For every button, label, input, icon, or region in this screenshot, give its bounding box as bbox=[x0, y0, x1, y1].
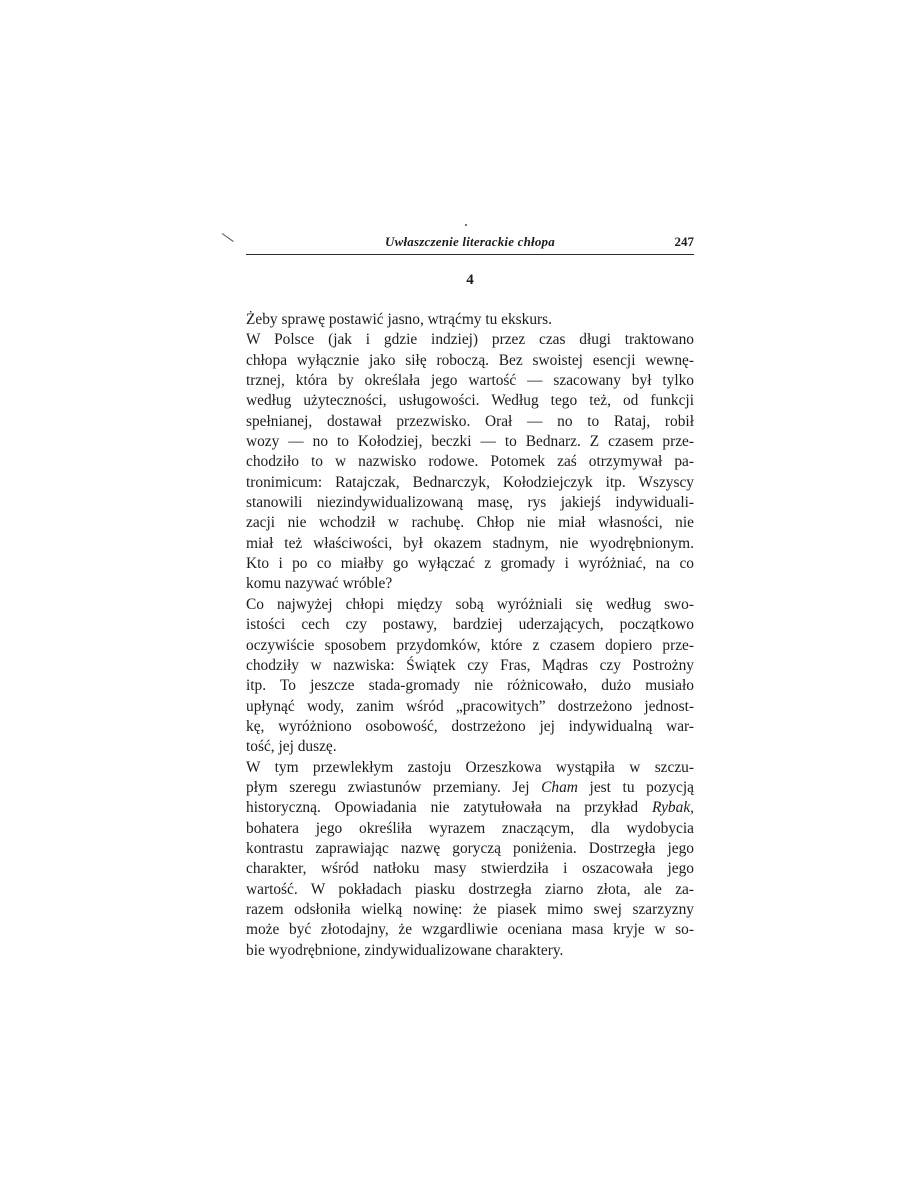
text-line: chodziły w nazwiska: Świątek czy Fras, Mądras czy Postrożny bbox=[246, 656, 694, 674]
text-line: kę, wyróżniono osobowość, dostrzeżono jej indywidualną war- bbox=[246, 717, 694, 735]
page-number: 247 bbox=[674, 234, 694, 249]
text-line: upłynąć wody, zanim wśród „pracowitych” dostrzeżono jednost- bbox=[246, 697, 694, 715]
text-line: Żeby sprawę postawić jasno, wtrąćmy tu ekskurs. bbox=[246, 311, 553, 328]
text-line: może być złotodajny, że wzgardliwie oceniana masa kryje w so- bbox=[246, 921, 694, 939]
text-line: według użyteczności, usługowości. Według tego też, od funkcji bbox=[246, 392, 694, 410]
text-line: kontrastu zaprawiając nazwę goryczą poniżenia. Dostrzegła jego bbox=[246, 839, 694, 857]
text-line: komu nazywać wróble? bbox=[246, 575, 393, 593]
text-line: itp. To jeszcze stada-gromady nie różnicowało, dużo musiało bbox=[246, 677, 694, 695]
text-line: chłopa wyłącznie jako siłę roboczą. Bez swoistej esencji wewnę- bbox=[246, 351, 694, 369]
text-line: razem odsłoniła wielką nowinę: że piasek mimo swej szarzyzny bbox=[246, 900, 694, 918]
text-line: płym szeregu zwiastunów przemiany. Jej Cham jest tu pozycją bbox=[246, 778, 694, 796]
text-line: Kto i po co miałby go wyłączać z gromady i wyróżniać, na co bbox=[246, 555, 694, 573]
text-line: wozy — no to Kołodziej, beczki — to Bednarz. Z czasem prze- bbox=[246, 433, 694, 451]
header-rule bbox=[246, 254, 694, 255]
running-header-title: Uwłaszczenie literackie chłopa bbox=[385, 234, 555, 249]
text-line: wartość. W pokładach piasku dostrzegła ziarno złota, ale za- bbox=[246, 880, 694, 898]
scan-mark bbox=[222, 233, 234, 242]
text-line: W Polsce (jak i gdzie indziej) przez czas długi traktowano bbox=[246, 331, 694, 349]
running-header bbox=[246, 232, 694, 254]
title-emphasis: Cham bbox=[541, 778, 578, 796]
text-line: bie wyodrębnione, zindywidualizowane charaktery. bbox=[246, 941, 564, 959]
title-emphasis: Rybak, bbox=[651, 799, 694, 817]
text-line: zacji nie wchodził w rachubę. Chłop nie miał własności, nie bbox=[246, 514, 694, 532]
text-line: charakter, wśród natłoku masy stwierdziła i oszacowała jego bbox=[246, 860, 694, 878]
text-line: miał też właściwości, był okazem stadnym, nie wyodrębnionym. bbox=[246, 534, 694, 552]
text-line: W tym przewlekłym zastoju Orzeszkowa wystąpiła w szczu- bbox=[246, 758, 694, 776]
body-text bbox=[246, 310, 694, 961]
text-line: oczywiście sposobem przydomków, które z czasem dopiero prze- bbox=[246, 636, 694, 654]
text-line: bohatera jego określiła wyrazem znaczącym, dla wydobycia bbox=[246, 819, 694, 837]
text-line: spełnianej, dostawał przezwisko. Orał — no to Rataj, robił bbox=[246, 412, 694, 430]
text-line: historyczną. Opowiadania nie zatytułowała na przykład Rybak, bbox=[246, 799, 694, 817]
scan-dot bbox=[465, 224, 467, 226]
text-line: chodziło to w nazwisko rodowe. Potomek zaś otrzymywał pa- bbox=[246, 453, 694, 471]
text-line: stanowili niezindywidualizowaną masę, rys jakiejś indywiduali- bbox=[246, 494, 694, 512]
section-number: 4 bbox=[466, 272, 474, 288]
text-line: Co najwyżej chłopi między sobą wyróżniali się według swo- bbox=[246, 595, 694, 613]
text-line: tość, jej duszę. bbox=[246, 738, 337, 756]
text-line: tronimicum: Ratajczak, Bednarczyk, Kołodziejczyk itp. Wszyscy bbox=[246, 473, 694, 491]
text-line: trznej, która by określała jego wartość — szacowany był tylko bbox=[246, 372, 694, 390]
text-line: istości cech czy postawy, bardziej uderzających, początkowo bbox=[246, 616, 694, 634]
